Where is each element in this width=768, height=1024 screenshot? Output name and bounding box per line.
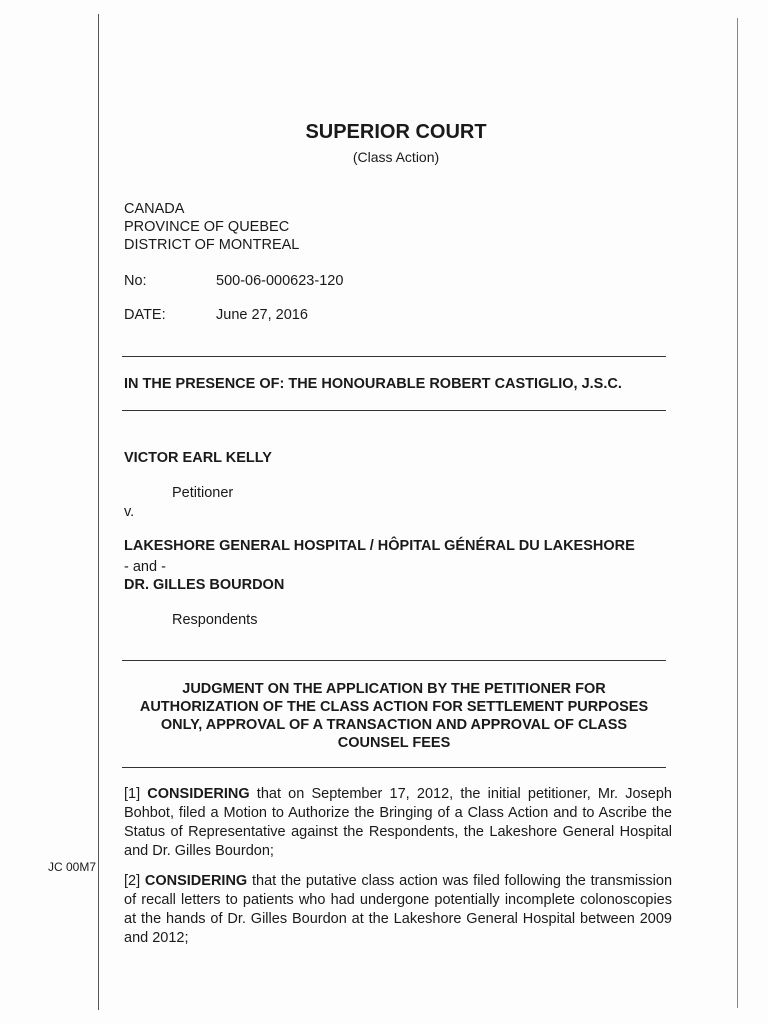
date-label: DATE: [124,307,166,323]
respondent-1: LAKESHORE GENERAL HOSPITAL / HÔPITAL GÉNÉRAL DU LAKESHORE [124,538,635,554]
divider [122,410,666,411]
paragraph-number: [1] [124,786,141,802]
case-no-label: No: [124,273,147,289]
judgment-title-line: ONLY, APPROVAL OF A TRANSACTION AND APPROVAL OF CLASS [160,717,628,733]
petitioner-name: VICTOR EARL KELLY [124,450,272,466]
respondent-2: DR. GILLES BOURDON [124,577,285,593]
presence-line: IN THE PRESENCE OF: THE HONOURABLE ROBERT CASTIGLIO, J.S.C. [124,376,622,392]
paragraph-keyword: CONSIDERING [144,873,248,889]
case-no-value: 500-06-000623-120 [216,273,344,289]
and-separator: - and - [124,559,166,575]
margin-code: JC 00M7 [48,860,97,874]
date-value: June 27, 2016 [216,307,308,323]
judgment-title-line: AUTHORIZATION OF THE CLASS ACTION FOR SETTLEMENT PURPOSES [139,699,649,715]
versus: v. [124,504,135,520]
respondent-role: Respondents [172,612,258,628]
judgment-title [122,680,666,752]
paragraph-text: that on September 17, 2012, the initial petitioner, Mr. Joseph Bohbot, filed a Motion to Authorize the Bringing of a Class Action and to Ascribe the Status of Representative against the Respondents, the Lakeshore General Hospital and Dr. Gilles Bourdon; [124,786,672,859]
divider [122,767,666,768]
jurisdiction-line: DISTRICT OF MONTREAL [124,237,300,253]
paragraph-text: that the putative class action was filed following the transmission of recall letters to patients who had undergone potentially incomplete colonoscopies at the hands of Dr. Gilles Bourdon at the Lakeshore General Hospital between 2009 and 2012; [124,873,673,946]
jurisdiction-line: PROVINCE OF QUEBEC [124,219,290,235]
paragraph-keyword: CONSIDERING [147,786,250,802]
court-title: SUPERIOR COURT [305,121,487,143]
divider [122,356,666,357]
petitioner-role: Petitioner [172,485,234,501]
judgment-title-line: COUNSEL FEES [337,735,451,751]
judgment-title-line: JUDGMENT ON THE APPLICATION BY THE PETITIONER FOR [182,681,606,697]
paragraph-number: [2] [124,873,141,889]
court-subtitle: (Class Action) [352,149,440,165]
paragraph-2 [124,872,672,948]
paragraph-1 [124,785,672,861]
jurisdiction-block [124,200,299,254]
jurisdiction-line: CANADA [124,201,185,217]
divider [122,660,666,661]
right-margin-rule [737,18,738,1008]
